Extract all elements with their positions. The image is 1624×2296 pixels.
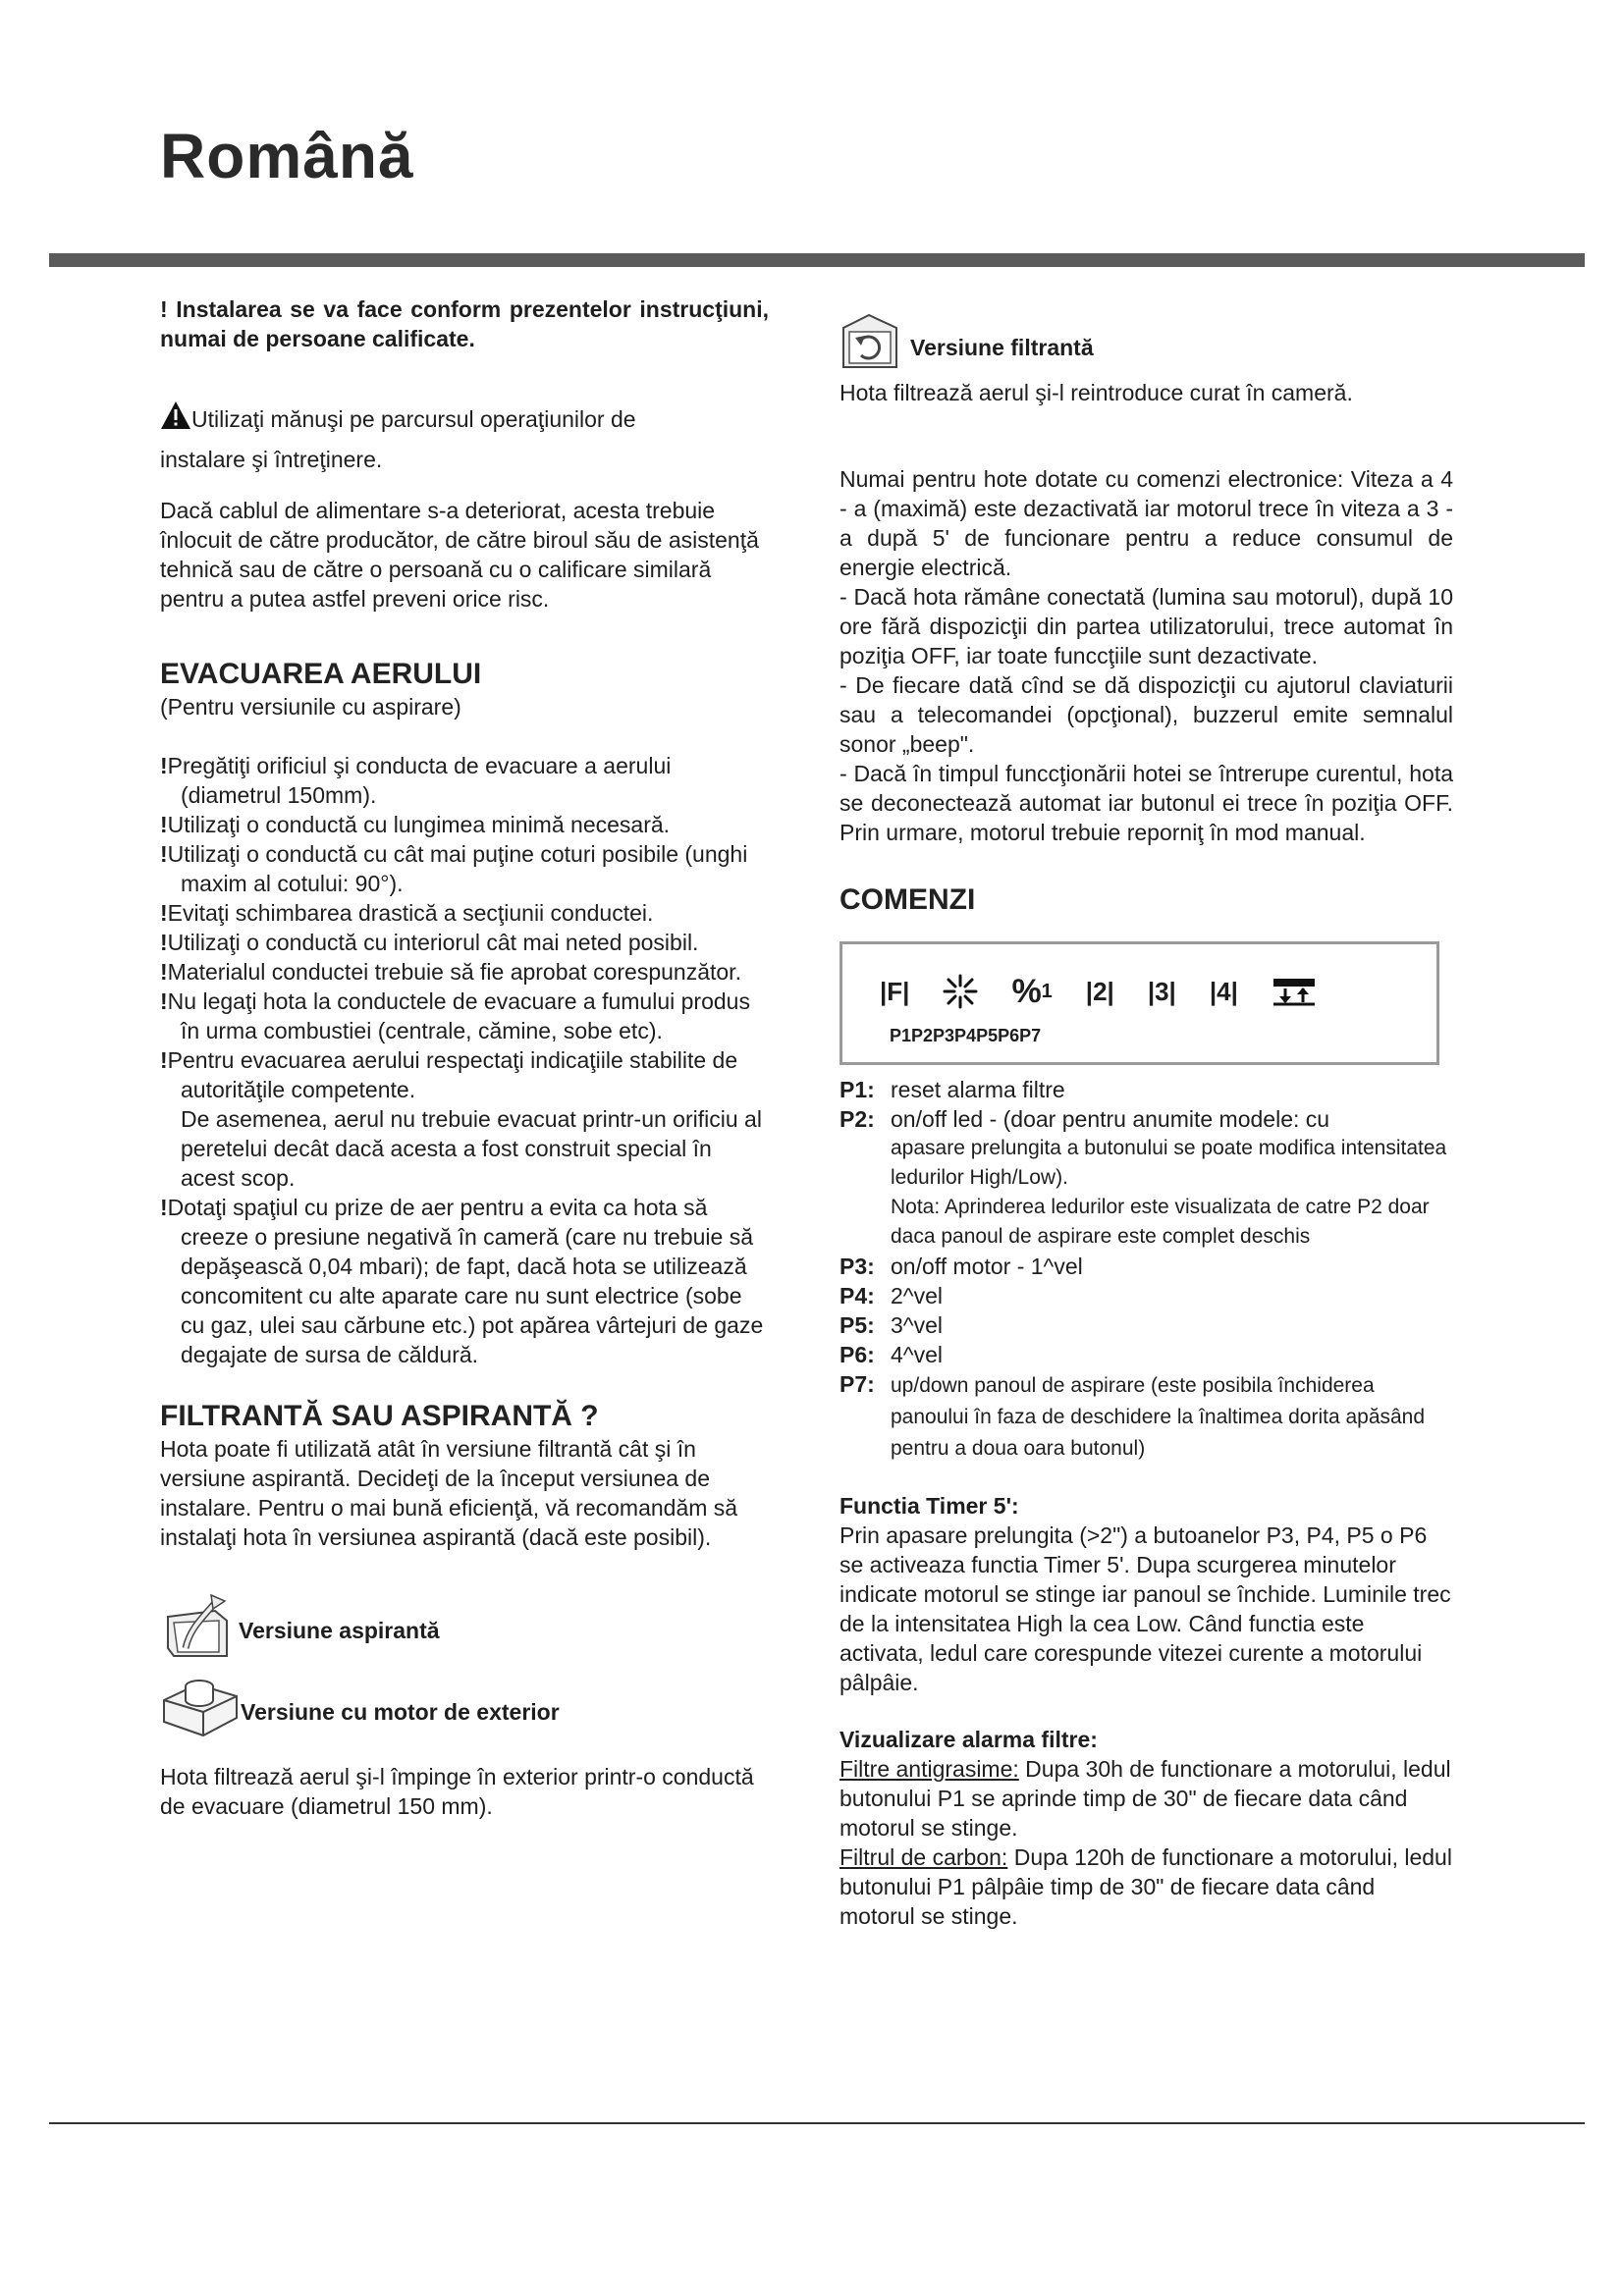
list-item: P6: 4^vel [839,1342,943,1367]
external-motor-icon [160,1671,241,1752]
control-panel [839,941,1439,1065]
versiune-filtranta-row [839,312,1453,376]
light-icon[interactable] [943,974,978,1009]
list-item: !Pregătiţi orificiul şi conducta de evacuare a aerului (diametrul 150mm). [160,753,672,808]
electronic-note: - De fiecare dată cînd se dă dispozicţii cu ajutorul claviaturii sau a telecomandei (opcţional), buzzerul emite semnalul sonor „beep". [839,672,1453,757]
electronic-note: Numai pentru hote dotate cu comenzi electronice: Viteza a 4 - a (maximă) este dezactivată iar motorul trece în viteza a 3 - a după 5' de funcionare pentru a reduce consumul de energie electrică. [839,466,1453,580]
versiune-aspiranta-label: Versiune aspirantă [239,1617,440,1643]
page-title: Română [160,121,414,191]
bottom-divider [49,2122,1585,2124]
evac-subtitle: (Pentru versiunile cu aspirare) [160,694,461,720]
alarm-heading: Vizualizare alarma filtre: [839,1727,1098,1752]
gloves-warning [160,400,769,474]
list-item: P5: 3^vel [839,1312,943,1338]
evac-list [160,751,769,1369]
controls-list [839,1075,1453,1464]
versiune-motor-label: Versiune cu motor de exterior [241,1698,560,1725]
install-warning [160,294,769,353]
control-panel-buttons [880,974,1350,1009]
list-item: !Utilizaţi o conductă cu cât mai puţine coturi posibile (unghi maxim al cotului: 90°). [160,841,748,896]
electronic-note: - Dacă în timpul funccţionării hotei se întrerupe curentul, hota se deconectează automat iar butonul ei trece în poziţia OFF. Prin urmare, motorul trebuie reporniţ în mod manual. [839,761,1453,845]
alarm-filter-grease: Filtre antigrasime: Dupa 30h de functionare a motorului, ledul butonului P1 se aprinde timp de 30" de fiecare data când motorul se stinge. [839,1756,1451,1841]
speed3-button[interactable]: |3| [1147,977,1176,1006]
versiune-motor-row [160,1671,769,1752]
electronic-note: - Dacă hota rămâne conectată (lumina sau motorul), după 10 ore fără dispozicţii din partea utilizatorului, trece automat în poziţia OFF, iar toate funccţiile sunt dezactivate. [839,584,1453,668]
panel-up-down-icon[interactable] [1272,977,1317,1006]
list-item-extra: apasare prelungita a butonului se poate modifica intensitatea ledurilor High/Low). [891,1137,1447,1189]
alarm-filter-carbon: Filtrul de carbon: Dupa 120h de functionare a motorului, ledul butonului P1 pâlpâie timp de 30" de fiecare data când motorul se stinge. [839,1844,1452,1929]
list-item: P1: reset alarma filtre [839,1077,1065,1102]
recirculating-hood-icon [839,312,900,376]
motor-text: Hota filtrează aerul şi-l împinge în exterior printr-o conductă de evacuare (diametrul 150 mm). [160,1764,754,1819]
list-item: P3: on/off motor - 1^vel [839,1254,1083,1279]
top-divider [49,253,1585,267]
filter-button[interactable]: |F| [880,977,910,1006]
gloves-line2: instalare şi întreţinere. [160,447,383,472]
list-item: P2: on/off led - (doar pentru anumite modele: cu [839,1106,1330,1132]
list-item: !Dotaţi spaţiul cu prize de aer pentru a evita ca hota să creeze o presiune negativă în cameră (care nu trebuie să depăşească 0,04 mbari); de fapt, dacă hota se utilizează concomitent cu alte aparate care nu sunt electrice (sobe cu gaz, ulei sau cărbune etc.) pot apărea vârtejuri de gaze degajate de sursa de căldură. [160,1195,764,1367]
speed2-button[interactable]: |2| [1085,977,1114,1006]
aspirating-hood-icon [160,1591,237,1669]
electronic-controls-notes [839,464,1453,847]
cable-paragraph: Dacă cablul de alimentare s-a deteriorat, acesta trebuie înlocuit de către producător, de către biroul său de asistenţă tehnică sau de către o persoană cu o calificare similară pentru a putea astfel preveni orice risc. [160,498,759,612]
install-warning-text: Instalarea se va face conform prezentelor instrucţiuni, numai de persoane calificate. [160,296,769,351]
left-column [160,294,769,1821]
speed4-button[interactable]: |4| [1209,977,1238,1006]
gloves-line1: Utilizaţi mănuşi pe parcursul operaţiunilor de [191,405,636,432]
list-item: P4: 2^vel [839,1283,943,1308]
list-item: !Utilizaţi o conductă cu interiorul cât mai neted posibil. [160,930,699,955]
list-item: !Materialul conductei trebuie să fie aprobat corespunzător. [160,959,741,985]
list-item: !Utilizaţi o conductă cu lungimea minimă necesară. [160,812,671,837]
filtranta-text: Hota filtrează aerul şi-l reintroduce curat în cameră. [839,380,1353,405]
list-item: P7: up/down panoul de aspirare (este posibila închiderea panoului în faza de deschidere la înaltimea dorita apăsând pentru a doua oara butonul) [839,1371,1426,1460]
list-item-extra: De asemenea, aerul nu trebuie evacuat printr-un orificiu al peretelui decât dacă acesta a fost construit special în acest scop. [181,1106,762,1191]
list-item: !Pentru evacuarea aerului respectaţi indicaţiile stabilite de autorităţile competente. De asemenea, aerul nu trebuie evacuat printr-un orificiu al peretelui decât dacă acesta a fost construit special în acest scop. [160,1047,762,1191]
versiune-filtranta-label: Versiune filtrantă [910,334,1094,360]
motor-speed1-button[interactable]: % 1 [1011,973,1053,1010]
control-panel-labels: P1P2P3P4P5P6P7 [890,1026,1042,1045]
evac-heading: EVACUAREA AERULUI [160,658,482,690]
list-item: !Evitaţi schimbarea drastică a secţiunii conductei. [160,900,654,926]
filtr-asp-heading: FILTRANTĂ SAU ASPIRANTĂ ? [160,1400,599,1432]
right-column [839,312,1453,1931]
versiune-aspiranta-row [160,1591,769,1669]
exclamation-icon: ! [160,296,168,322]
timer-heading: Functia Timer 5': [839,1493,1019,1519]
warning-triangle-icon [160,400,191,437]
p2-note: Nota: Aprinderea ledurilor este visualizata de catre P2 doar daca panoul de aspirare este complet deschis [891,1196,1430,1248]
filtr-asp-text: Hota poate fi utilizată atât în versiune filtrantă cât şi în versiune aspirantă. Decideţi de la început versiunea de instalare. Pentru o mai bună eficienţă, vă recomandăm să instalaţi hota în versiunea aspirantă (dacă este posibil). [160,1436,738,1550]
comenzi-heading: COMENZI [839,883,976,916]
list-item: !Nu legaţi hota la conductele de evacuare a fumului produs în urma combustiei (centrale, cămine, sobe etc). [160,988,750,1043]
timer-text: Prin apasare prelungita (>2") a butoanelor P3, P4, P5 o P6 se activeaza functia Timer 5'. Dupa scurgerea minutelor indicate motorul se stinge iar panoul se închide. Luminile trec de la intensitatea High la cea Low. Când functia este activata, ledul care corespunde vitezei curente a motorului pâlpâie. [839,1522,1451,1695]
